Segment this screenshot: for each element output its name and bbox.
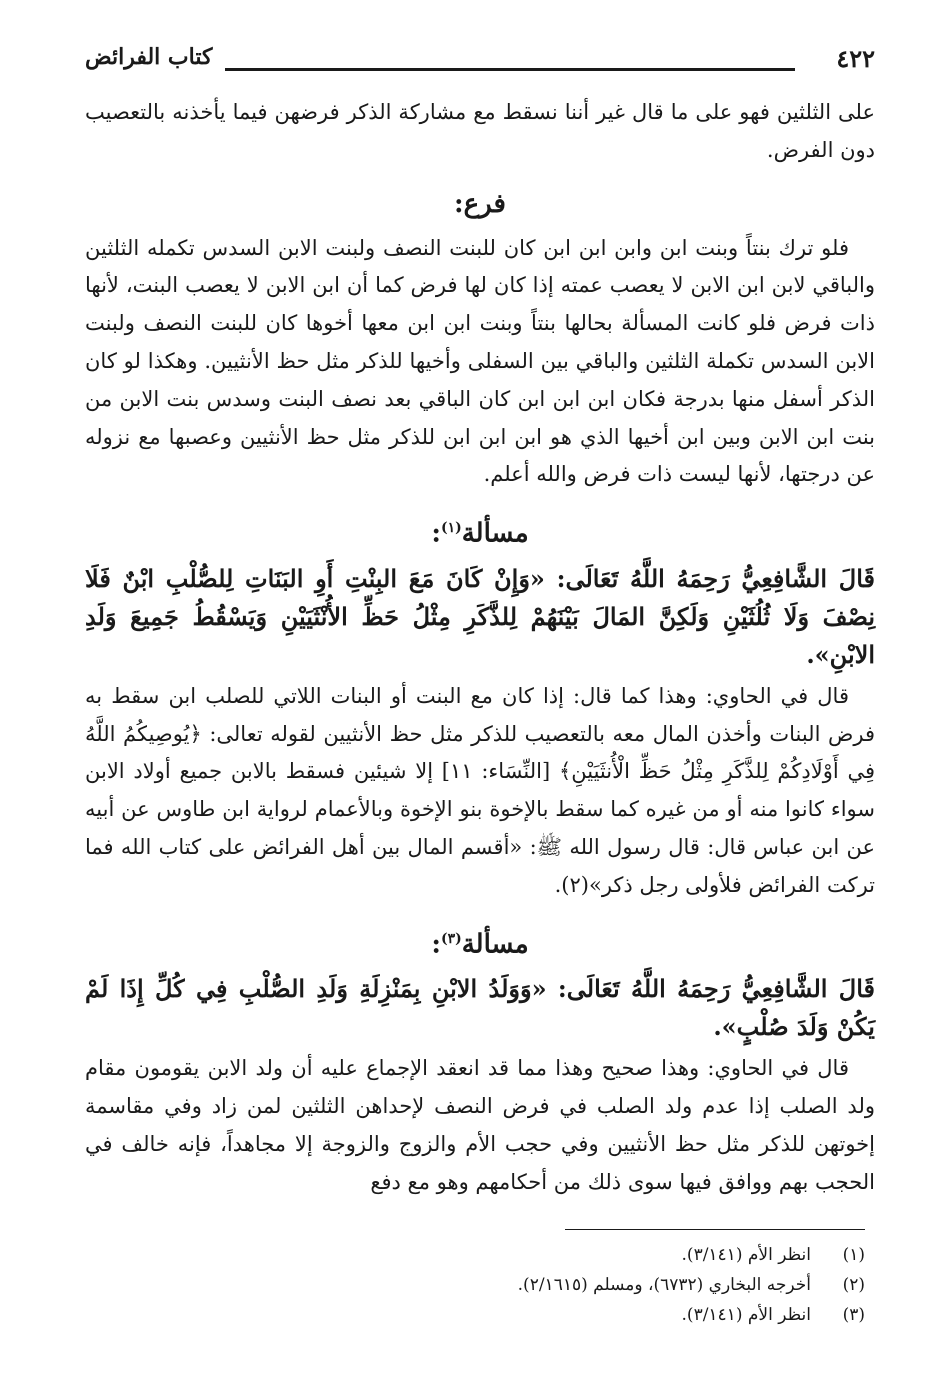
masala-2-label: مسألة [461,929,529,960]
page-number: ٤٢٢ [836,44,875,73]
section-heading-masala-1 [85,508,875,554]
footnote-ref-1: (١) [440,520,462,537]
footnote-ref-3: (٣) [440,930,462,947]
masala-2-colon: : [431,929,441,960]
footnote-1 [85,1240,865,1270]
paragraph-hawi-2: قال في الحاوي: وهذا صحيح وهذا مما قد انعقد الإجماع عليه أن ولد الابن يقومون مقام ولد الصلب إذا عدم ولد الصلب في فرض النصف لإحداهن الثلثين لمن زاد وفي مقاسمة إخوتهن للذكر مثل حظ الأنثيين وفي حجب الأم والزوج والزوجة إلا مجاهداً، فإنه خالف في الحجب بهم ووافق فيها سوى ذلك من أحكامهم وهو مع دفع [85,1056,875,1194]
footnote-2 [85,1270,865,1300]
masala-1-colon: : [431,518,441,549]
page-header [85,38,875,78]
footnote-number: (٣) [842,1305,865,1326]
header-rule [225,68,795,71]
section-heading-masala-2 [85,919,875,965]
paragraph-continuation: على الثلثين فهو على ما قال غير أننا نسقط مع مشاركة الذكر فرضهن فيما يأخذنه بالتعصيب دون الفرض. [85,100,875,162]
book-title: كتاب الفرائض [85,44,213,70]
shafii-quote-2: قَالَ الشَّافِعِيُّ رَحِمَهُ اللَّهُ تَعَالَى: «وَوَلَدُ الابْنِ بِمَنْزِلَةِ وَلَدِ الصُّلْبِ فِي كُلِّ إِذَا لَمْ يَكُنْ وَلَدَ صُلْبٍ». [85,974,875,1042]
footnote-rule [565,1229,865,1230]
footnote-text: أخرجه البخاري (٦٧٣٢)، ومسلم (٢/١٦١٥). [517,1275,811,1296]
footnote-3 [85,1300,865,1330]
masala-1-label: مسألة [461,518,529,549]
paragraph-far: فلو ترك بنتاً وبنت ابن وابن ابن ابن كان للبنت النصف ولبنت الابن السدس تكمله الثلثين والباقي لابن ابن الابن لا يعصب عمته إذا كان لها فرض كما أن ابن الابن لا يعصب البنت، لأنها ذات فرض فلو كانت المسألة بحالها بنتاً وبنت ابن ابن معها أخوها كان للبنت النصف ولبنت الابن السدس تكملة الثلثين والباقي بين السفلى وأخيها للذكر مثل حظ الأنثيين. وهكذا لو كان الذكر أسفل منها بدرجة فكان ابن ابن ابن كان الباقي بعد نصف البنت وسدس بنت الابن من بنت ابن الابن وبين ابن أخيها الذي هو ابن ابن ابن للذكر مثل حظ الأنثيين وعصبها مع نزوله عن درجتها، لأنها ليست ذات فرض والله أعلم. [85,235,875,487]
shafii-quote-1: قَالَ الشَّافِعِيُّ رَحِمَهُ اللَّهُ تَعَالَى: «وَإِنْ كَانَ مَعَ البِنْتِ أَوِ البَنَاتِ لِلصُّلْبِ ابْنٌ فَلَا نِصْفَ وَلَا ثُلُثَيْنِ وَلَكِنَّ المَالَ بَيْنَهُمْ لِلذَّكَرِ مِثْلُ حَظِّ الأُنْثَيَيْنِ وَيَسْقُطُ جَمِيعَ وَلَدِ الابْنِ». [85,563,875,669]
footnote-number: (١) [842,1245,865,1266]
footnote-text: انظر الأم (٣/١٤١). [681,1245,811,1266]
section-heading-far: فرع: [454,188,506,219]
footnote-text: انظر الأم (٣/١٤١). [681,1305,811,1326]
footnote-number: (٢) [842,1275,865,1296]
footnotes [85,1240,875,1330]
book-page [85,38,875,1330]
paragraph-hawi-1: قال في الحاوي: وهذا كما قال: إذا كان مع البنت أو البنات اللاتي للصلب ابن سقط به فرض البنات وأخذن المال معه بالتعصيب للذكر مثل حظ الأنثيين لقوله تعالى: ﴿يُوصِيكُمُ اللَّهُ فِي أَوْلَادِكُمْ لِلذَّكَرِ مِثْلُ حَظِّ الْأُنثَيَيْنِ﴾ [النِّسَاء: ١١] إلا شيئين فسقط بالابن جميع أولاد الابن سواء كانوا منه أو من غيره كما سقط بالإخوة بنو الإخوة وبالأعمام لرواية ابن طاوس عن أبيه عن ابن عباس قال: قال رسول الله ﷺ: «أقسم المال بين أهل الفرائض على كتاب الله فما تركت الفرائض فلأولى رجل ذكر»(٢). [85,683,875,897]
